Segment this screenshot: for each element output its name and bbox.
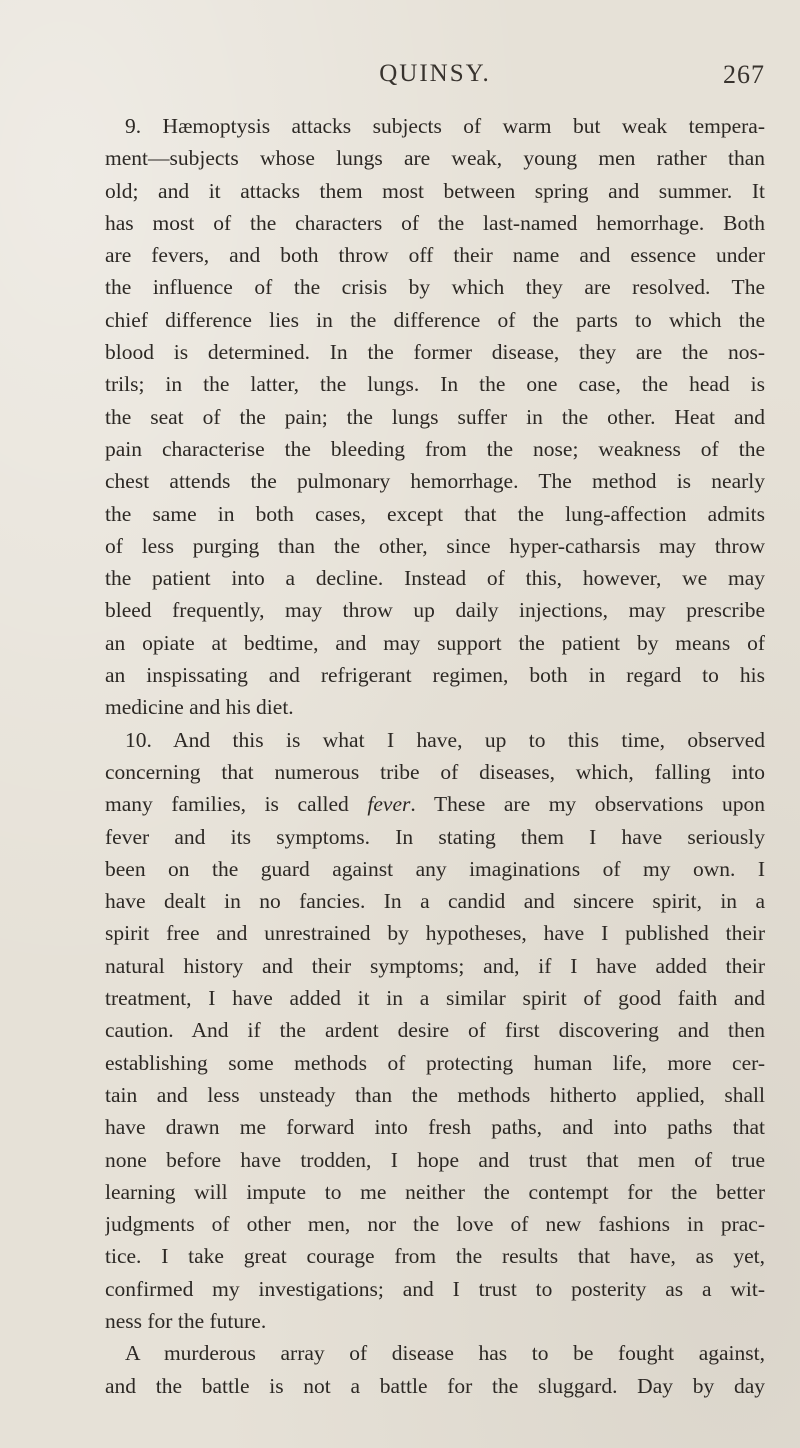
text-line: have drawn me forward into fresh paths, and into paths that: [105, 1115, 765, 1140]
page-number: 267: [723, 60, 765, 89]
text-line: blood is determined. In the former disease, they are the nos-: [105, 340, 765, 365]
text-line: an opiate at bedtime, and may support the patient by means of: [105, 630, 765, 655]
text-line: pain characterise the bleeding from the nose; weakness of the: [105, 436, 765, 461]
text-line: chief difference lies in the difference of the parts to which the: [105, 307, 765, 332]
text-line: 9. Hæmoptysis attacks subjects of warm but weak tempera-: [125, 114, 765, 138]
text-line: chest attends the pulmonary hemorrhage. The method is nearly: [105, 469, 765, 494]
text-line: concerning that numerous tribe of diseases, which, falling into: [105, 759, 765, 784]
text-line: tice. I take great courage from the results that have, as yet,: [105, 1244, 765, 1269]
text-line: old; and it attacks them most between spring and summer. It: [105, 178, 765, 203]
text-line: tain and less unsteady than the methods hitherto applied, shall: [105, 1082, 765, 1107]
text-line: medicine and his diet.: [105, 695, 294, 720]
text-line: of less purging than the other, since hyper-catharsis may throw: [105, 533, 765, 558]
text-line: establishing some methods of protecting human life, more cer-: [105, 1050, 765, 1075]
text-line: treatment, I have added it in a similar spirit of good faith and: [105, 986, 765, 1011]
text-line: confirmed my investigations; and I trust to posterity as a wit-: [105, 1276, 765, 1301]
text-line: natural history and their symptoms; and, if I have added their: [105, 953, 765, 978]
text-line: an inspissating and refrigerant regimen, both in regard to his: [105, 663, 765, 688]
running-head: [105, 60, 765, 100]
text-line: judgments of other men, nor the love of new fashions in prac-: [105, 1212, 765, 1237]
text-line: have dealt in no fancies. In a candid and sincere spirit, in a: [105, 889, 765, 914]
text-line: fever and its symptoms. In stating them I have seriously: [105, 824, 765, 849]
italic-term: fever: [367, 792, 411, 817]
text-line: ment—subjects whose lungs are weak, young men rather than: [105, 146, 765, 171]
text-line: been on the guard against any imaginations of my own. I: [105, 856, 765, 881]
text-line: the patient into a decline. Instead of this, however, we may: [105, 566, 765, 591]
text-line: ness for the future.: [105, 1308, 267, 1333]
body-text: [105, 110, 765, 1402]
text-line: 10. And this is what I have, up to this time, observed: [125, 727, 765, 752]
text-line: spirit free and unrestrained by hypotheses, have I published their: [105, 921, 765, 946]
text-line: learning will impute to me neither the contempt for the better: [105, 1179, 765, 1204]
text-line: the same in both cases, except that the lung-affection admits: [105, 501, 765, 526]
text-line: [105, 788, 765, 820]
text-line: none before have trodden, I hope and trust that men of true: [105, 1147, 765, 1172]
text-line: A murderous array of disease has to be fought against,: [125, 1341, 765, 1366]
text-line: caution. And if the ardent desire of first discovering and then: [105, 1018, 765, 1043]
text-line: the influence of the crisis by which they are resolved. The: [105, 275, 765, 300]
text-line: bleed frequently, may throw up daily injections, may prescribe: [105, 598, 765, 623]
text-line: and the battle is not a battle for the sluggard. Day by day: [105, 1373, 765, 1398]
text-segment: . These are my observations upon: [410, 792, 765, 817]
text-segment: many families, is called: [105, 792, 368, 817]
text-line: the seat of the pain; the lungs suffer in the other. Heat and: [105, 404, 765, 429]
text-line: are fevers, and both throw off their name and essence under: [105, 243, 765, 268]
text-line: has most of the characters of the last-named hemorrhage. Both: [105, 210, 765, 235]
text-line: trils; in the latter, the lungs. In the one case, the head is: [105, 372, 765, 397]
running-head-title: QUINSY.: [379, 60, 491, 87]
